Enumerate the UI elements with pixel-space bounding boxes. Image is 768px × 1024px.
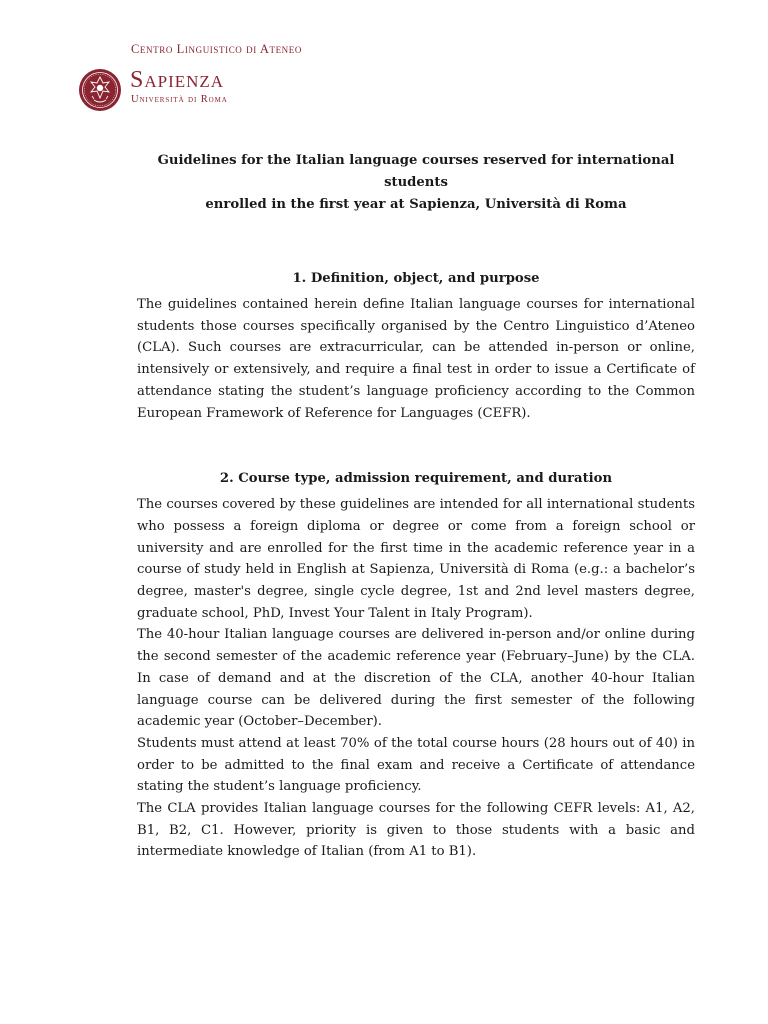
section-2-paragraph-4: The CLA provides Italian language courses for the following CEFR levels: A1, A2, B1, B2, C1. However, priority is given to those students with a basic and intermediate knowledge of Italian (from A1 to B1). xyxy=(137,801,695,860)
document-body xyxy=(137,150,695,863)
section-2-paragraph-2: The 40-hour Italian language courses are delivered in-person and/or online during the second semester of the academic reference year (February–June) by the CLA. In case of demand and at the discretion of the CLA, another 40-hour Italian language course can be delivered during the first semester of the following academic year (October–December). xyxy=(137,627,695,730)
section-heading-1: 1. Definition, object, and purpose xyxy=(292,271,540,286)
brand-name: Sapienza xyxy=(130,67,225,93)
document-title-line-2: enrolled in the first year at Sapienza, Università di Roma xyxy=(205,197,627,212)
section-heading-2: 2. Course type, admission requirement, and duration xyxy=(219,471,613,487)
section-1-paragraph: The guidelines contained herein define Italian language courses for international students those courses specifically organised by the Centro Linguistico d’Ateneo (CLA). Such courses are extracurricular, can be attended in-person or online, intensively or extensively, and require a final test in order to issue a Certificate of attendance stating the student’s language proficiency according to the Common European Framework of Reference for Languages (CEFR). xyxy=(137,297,695,421)
section-2-paragraph-1: The courses covered by these guidelines are intended for all international students who possess a foreign diploma or degree or come from a foreign school or university and are enrolled for the first time in the academic reference year in a course of study held in English at Sapienza, Università di Roma (e.g.: a bachelor’s degree, master's degree, single cycle degree, 1st and 2nd level masters degree, graduate school, PhD, Invest Your Talent in Italy Program). xyxy=(137,497,695,621)
section-2-paragraph-3: Students must attend at least 70% of the total course hours (28 hours out of 40) in order to be admitted to the final exam and receive a Certificate of attendance stating the student’s language proficiency. xyxy=(137,735,695,795)
document-title-line-1: Guidelines for the Italian language courses reserved for international students xyxy=(157,153,675,190)
document-title xyxy=(137,150,695,216)
sapienza-seal-icon xyxy=(78,68,122,112)
centre-name: Centro Linguistico di Ateneo xyxy=(131,42,302,56)
brand-subtitle: Università di Roma xyxy=(131,94,228,105)
